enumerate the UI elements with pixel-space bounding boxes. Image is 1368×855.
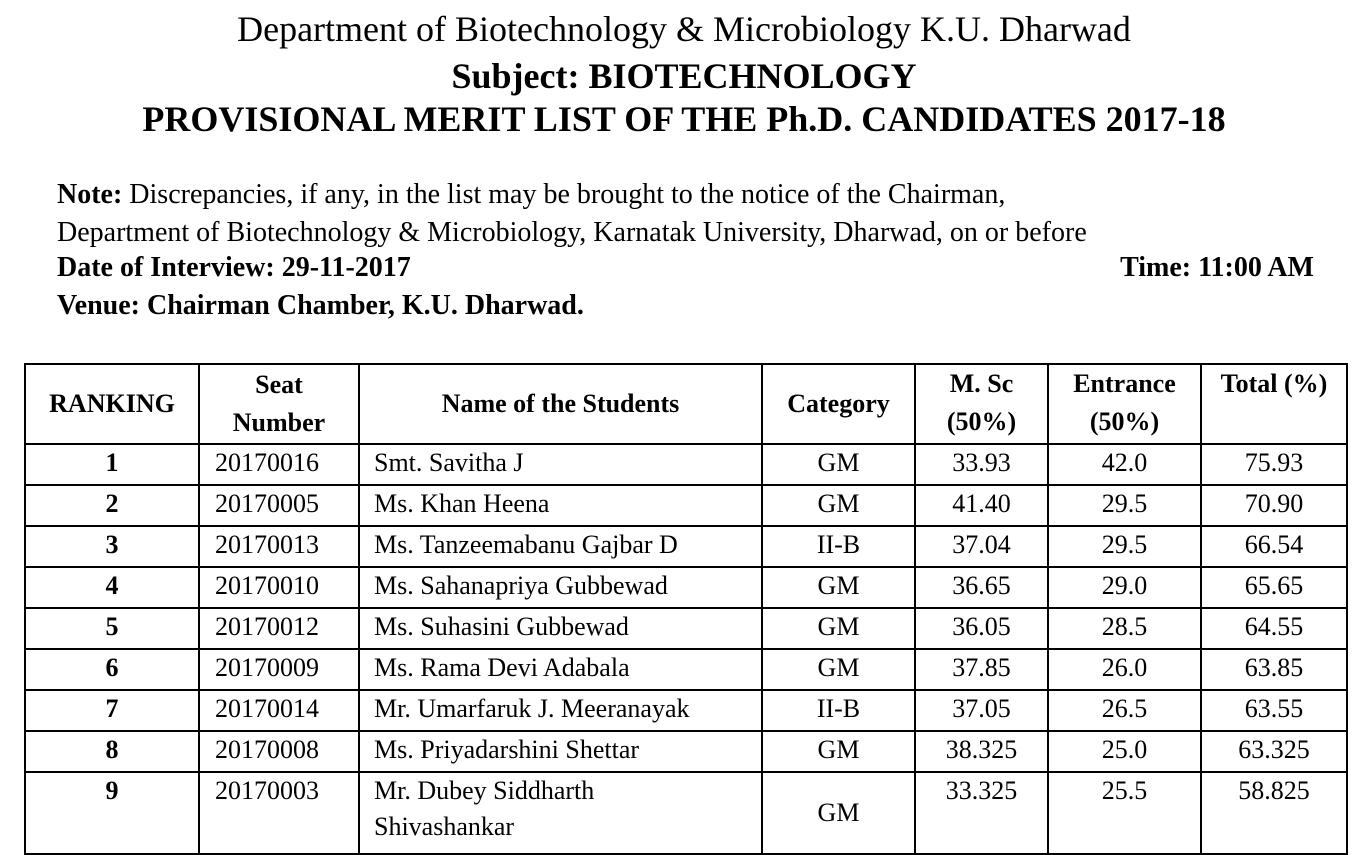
category-cell: II-B — [762, 690, 915, 731]
total-cell: 64.55 — [1201, 608, 1347, 649]
name-cell: Ms. Rama Devi Adabala — [359, 649, 762, 690]
col-seat-number: Seat Number — [199, 364, 359, 444]
entrance-cell: 25.5 — [1048, 772, 1201, 854]
msc-cell: 37.05 — [915, 690, 1048, 731]
entrance-cell: 29.5 — [1048, 526, 1201, 567]
interview-venue: Venue: Chairman Chamber, K.U. Dharwad. — [57, 290, 584, 321]
total-cell: 75.93 — [1201, 444, 1347, 485]
entrance-cell: 25.0 — [1048, 731, 1201, 772]
msc-cell: 33.93 — [915, 444, 1048, 485]
entrance-cell: 29.5 — [1048, 485, 1201, 526]
category-cell: GM — [762, 567, 915, 608]
name-line-1: Mr. Dubey Siddharth — [374, 776, 595, 805]
seat-cell: 20170003 — [199, 772, 359, 854]
department-title: Department of Biotechnology & Microbiology K.U. Dharwad — [237, 9, 1131, 49]
msc-cell: 41.40 — [915, 485, 1048, 526]
rank-cell: 2 — [25, 485, 199, 526]
name-cell: Mr. Umarfaruk J. Meeranayak — [359, 690, 762, 731]
msc-cell: 36.05 — [915, 608, 1048, 649]
msc-cell: 36.65 — [915, 567, 1048, 608]
rank-cell: 1 — [25, 444, 199, 485]
col-ranking: RANKING — [25, 364, 199, 444]
rank-cell: 9 — [25, 772, 199, 854]
name-cell: Ms. Sahanapriya Gubbewad — [359, 567, 762, 608]
name-cell: Ms. Khan Heena — [359, 485, 762, 526]
seat-cell: 20170012 — [199, 608, 359, 649]
seat-cell: 20170013 — [199, 526, 359, 567]
msc-cell: 37.85 — [915, 649, 1048, 690]
table-row — [25, 649, 1347, 690]
rank-cell: 7 — [25, 690, 199, 731]
category-cell: II-B — [762, 526, 915, 567]
table-row — [25, 485, 1347, 526]
seat-cell: 20170010 — [199, 567, 359, 608]
note-text-1: Discrepancies, if any, in the list may be brought to the notice of the Chairman, — [129, 179, 1006, 210]
category-cell: GM — [762, 485, 915, 526]
seat-cell: 20170009 — [199, 649, 359, 690]
table-row — [25, 731, 1347, 772]
note-line-2: Department of Biotechnology & Microbiology, Karnatak University, Dharwad, on or before — [57, 217, 1087, 248]
msc-cell: 38.325 — [915, 731, 1048, 772]
entrance-cell: 28.5 — [1048, 608, 1201, 649]
rank-cell: 3 — [25, 526, 199, 567]
category-cell: GM — [762, 731, 915, 772]
rank-cell: 6 — [25, 649, 199, 690]
category-cell: GM — [762, 772, 915, 854]
name-cell: Ms. Priyadarshini Shettar — [359, 731, 762, 772]
seat-cell: 20170008 — [199, 731, 359, 772]
header-row — [25, 364, 1347, 444]
name-cell — [359, 772, 762, 854]
rank-cell: 8 — [25, 731, 199, 772]
note-line-1 — [57, 176, 1317, 214]
total-cell: 63.55 — [1201, 690, 1347, 731]
name-cell: Smt. Savitha J — [359, 444, 762, 485]
name-line-2: Shivashankar — [374, 812, 515, 841]
name-cell: Ms. Suhasini Gubbewad — [359, 608, 762, 649]
entrance-cell: 29.0 — [1048, 567, 1201, 608]
name-cell: Ms. Tanzeemabanu Gajbar D — [359, 526, 762, 567]
rank-cell: 4 — [25, 567, 199, 608]
table-row — [25, 444, 1347, 485]
total-cell: 70.90 — [1201, 485, 1347, 526]
total-cell: 63.85 — [1201, 649, 1347, 690]
col-total: Total (%) — [1201, 364, 1347, 444]
interview-time: Time: 11:00 AM — [1120, 252, 1314, 283]
table-row — [25, 526, 1347, 567]
seat-cell: 20170016 — [199, 444, 359, 485]
total-cell: 58.825 — [1201, 772, 1347, 854]
entrance-cell: 26.5 — [1048, 690, 1201, 731]
merit-list-title: PROVISIONAL MERIT LIST OF THE Ph.D. CANDIDATES 2017-18 — [142, 99, 1226, 139]
total-cell: 65.65 — [1201, 567, 1347, 608]
table-row — [25, 567, 1347, 608]
col-msc: M. Sc (50%) — [915, 364, 1048, 444]
table-row — [25, 690, 1347, 731]
category-cell: GM — [762, 649, 915, 690]
category-cell: GM — [762, 608, 915, 649]
subject-title: Subject: BIOTECHNOLOGY — [451, 56, 917, 96]
col-entrance: Entrance (50%) — [1048, 364, 1201, 444]
msc-cell: 37.04 — [915, 526, 1048, 567]
rank-cell: 5 — [25, 608, 199, 649]
entrance-cell: 26.0 — [1048, 649, 1201, 690]
table-row — [25, 772, 1347, 854]
table-row — [25, 608, 1347, 649]
total-cell: 66.54 — [1201, 526, 1347, 567]
total-cell: 63.325 — [1201, 731, 1347, 772]
msc-cell: 33.325 — [915, 772, 1048, 854]
seat-cell: 20170005 — [199, 485, 359, 526]
note — [57, 176, 1317, 252]
col-name: Name of the Students — [359, 364, 762, 444]
entrance-cell: 42.0 — [1048, 444, 1201, 485]
merit-table — [24, 363, 1348, 855]
note-label: Note: — [57, 179, 123, 210]
col-category: Category — [762, 364, 915, 444]
interview-date: Date of Interview: 29-11-2017 — [57, 252, 411, 283]
seat-cell: 20170014 — [199, 690, 359, 731]
category-cell: GM — [762, 444, 915, 485]
